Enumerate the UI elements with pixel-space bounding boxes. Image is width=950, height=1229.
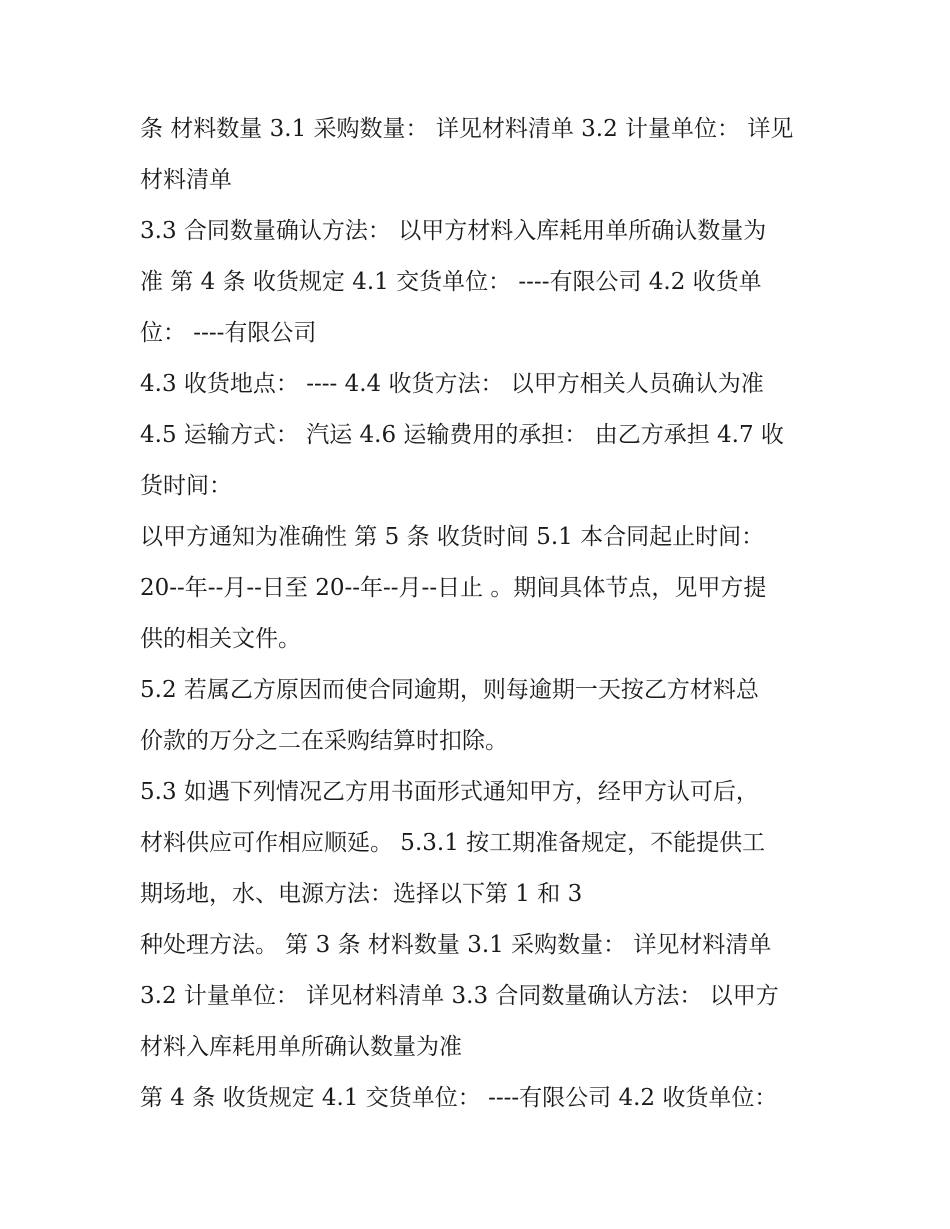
text-line: 第 4 条 收货规定 4.1 交货单位： ----有限公司 4.2 收货单位： [140,1085,778,1111]
text-line: 条 材料数量 3.1 采购数量： 详见材料清单 3.2 计量单位： 详见 [140,116,794,142]
text-line: 材料清单 [140,167,232,193]
text-line: 5.2 若属乙方原因而使合同逾期，则每逾期一天按乙方材料总 [140,677,759,703]
text-line: 5.3 如遇下列情况乙方用书面形式通知甲方，经甲方认可后， [140,779,759,805]
text-line: 20--年--月--日至 20--年--月--日止 。期间具体节点，见甲方提 [140,575,767,601]
text-line: 供的相关文件。 [140,626,301,652]
text-line: 以甲方通知为准确性 第 5 条 收货时间 5.1 本合同起止时间： [140,524,765,550]
document-body [140,104,820,1124]
text-line: 货时间： [140,473,232,499]
text-line: 材料供应可作相应顺延。 5.3.1 按工期准备规定，不能提供工 [140,830,766,856]
text-line: 价款的万分之二在采购结算时扣除。 [140,728,508,754]
text-line: 准 第 4 条 收货规定 4.1 交货单位： ----有限公司 4.2 收货单 [140,269,762,295]
text-line: 3.2 计量单位： 详见材料清单 3.3 合同数量确认方法： 以甲方 [140,983,779,1009]
text-line: 3.3 合同数量确认方法： 以甲方材料入库耗用单所确认数量为 [140,218,767,244]
text-line: 位： ----有限公司 [140,320,317,346]
text-line: 4.5 运输方式： 汽运 4.6 运输费用的承担： 由乙方承担 4.7 收 [140,422,784,448]
text-line: 种处理方法。 第 3 条 材料数量 3.1 采购数量： 详见材料清单 [140,932,772,958]
text-line: 期场地，水、电源方法：选择以下第 1 和 3 [140,881,583,907]
text-line: 4.3 收货地点： ---- 4.4 收货方法： 以甲方相关人员确认为准 [140,371,764,397]
text-line: 材料入库耗用单所确认数量为准 [140,1034,462,1060]
